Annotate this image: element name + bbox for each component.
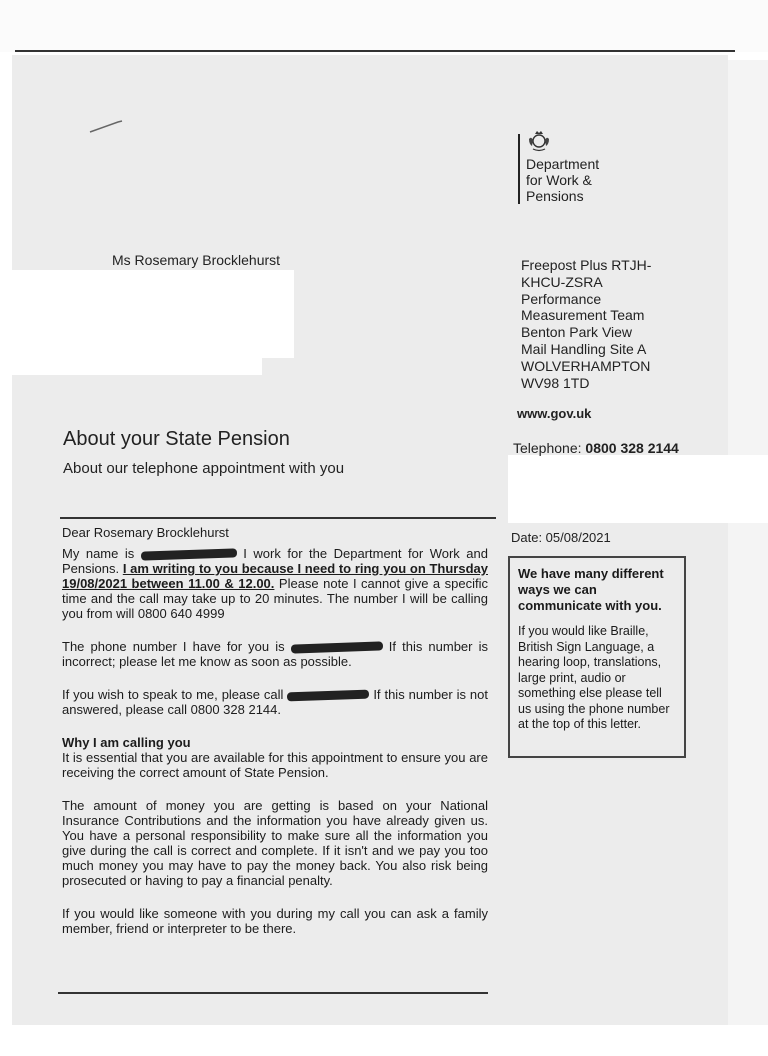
window-patch-right <box>508 455 768 523</box>
divider-top <box>60 517 496 519</box>
letter-title: About your State Pension <box>63 428 290 450</box>
telephone-label: Telephone: <box>513 440 582 456</box>
redaction-mark <box>291 641 383 653</box>
paragraph-amount: The amount of money you are getting is based on your National Insurance Contributions and the information you have already given us. You have a personal responsibility to make sure all the information you give during the call is correct and complete. If it isn't and we pay you too much money you may have to pay the money back. You also risk being prosecuted or having to pay a financial penalty. <box>62 798 488 888</box>
return-address <box>521 257 651 391</box>
communication-info-box <box>508 556 686 758</box>
paragraph-companion: If you would like someone with you during my call you can ask a family member, friend or interpreter to be there. <box>62 906 488 936</box>
website: www.gov.uk <box>517 406 592 421</box>
address-line: Mail Handling Site A <box>521 340 647 357</box>
address-line: Benton Park View <box>521 324 633 341</box>
info-box-text: If you would like Braille, British Sign Language, a hearing loop, translations, large print, audio or something else please tell us using the phone number at the top of this letter. <box>518 624 670 731</box>
greeting: Dear Rosemary Brocklehurst <box>62 525 229 540</box>
call-text-b: If this number is not answered, please call 0800 328 2144. <box>62 687 488 717</box>
department-name <box>526 156 599 204</box>
intro-text-b: I work for the Department for Work and Pensions. <box>62 546 488 576</box>
call-text-a: If you wish to speak to me, please call <box>62 687 284 702</box>
telephone <box>513 440 679 456</box>
letter-date: Date: 05/08/2021 <box>511 530 611 545</box>
why-heading: Why I am calling you <box>62 735 191 750</box>
address-line: Measurement Team <box>521 307 645 324</box>
envelope-edge-line <box>15 50 735 52</box>
window-patch-left-2 <box>12 355 262 375</box>
phone-text-b: If this number is incorrect; please let me know as soon as possible. <box>62 639 488 669</box>
divider-bottom <box>58 992 488 994</box>
intro-text-a: My name is <box>62 546 135 561</box>
address-line: WV98 1TD <box>521 374 590 391</box>
telephone-number: 0800 328 2144 <box>585 440 679 456</box>
intro-text-c: Please note I cannot give a specific time and the call may take up to 20 minutes. The number I will be calling you from will 0800 640 4999 <box>62 576 488 621</box>
redaction-mark <box>287 690 369 702</box>
letter-body <box>62 525 488 954</box>
paragraph-why: It is essential that you are available for this appointment to ensure you are receiving the correct amount of State Pension. <box>62 750 488 780</box>
royal-crest-icon <box>526 130 552 152</box>
logo-bar <box>518 134 520 204</box>
scan-background <box>0 0 768 52</box>
paragraph-intro <box>62 546 488 621</box>
address-line: WOLVERHAMPTON <box>521 357 651 374</box>
paragraph-call <box>62 687 488 717</box>
address-line: Freepost Plus RTJH- <box>521 257 652 273</box>
info-box-heading: We have many different ways we can communicate with you. <box>518 566 664 613</box>
redaction-mark <box>141 548 237 560</box>
paragraph-phone <box>62 639 488 669</box>
phone-text-a: The phone number I have for you is <box>62 639 285 654</box>
addressee-name: Ms Rosemary Brocklehurst <box>112 252 281 268</box>
letter-subtitle: About our telephone appointment with you <box>63 460 345 477</box>
department-line-3: Pensions <box>526 188 584 204</box>
scan-edge <box>728 60 768 1025</box>
appointment-details: I am writing to you because I need to ring you on Thursday 19/08/2021 between 11.00 & 12.00. <box>62 561 488 591</box>
department-line-2: for Work & <box>526 172 592 188</box>
window-patch-left <box>12 270 294 358</box>
address-line: Performance <box>521 290 602 307</box>
address-line: KHCU-ZSRA <box>521 273 603 290</box>
department-line-1: Department <box>526 156 600 172</box>
scan-mark <box>88 118 124 136</box>
